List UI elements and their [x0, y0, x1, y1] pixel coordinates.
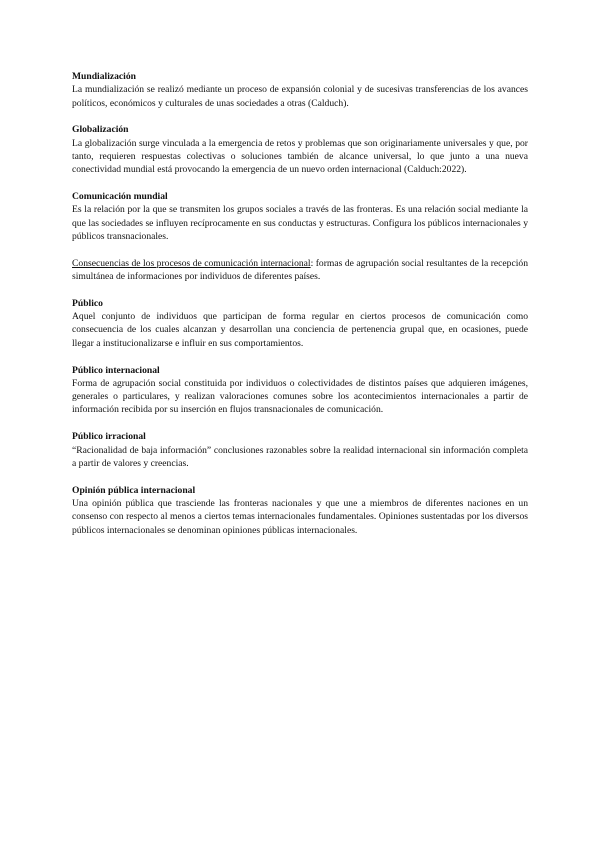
- section-publico: [72, 297, 528, 350]
- section-globalizacion: [72, 123, 528, 176]
- inline-term-heading: Consecuencias de los procesos de comunicación internacional: [72, 257, 311, 269]
- term-definition: Forma de agrupación social constituida por individuos o colectividades de distintos países que adquieren imágenes, generales o particulares, y realizan valoraciones comunes sobre los acontecimientos internacionales a partir de información recibida por su inserción en flujos transnacionales de comunicación.: [72, 377, 528, 416]
- term-definition: “Racionalidad de baja información” conclusiones razonables sobre la realidad internacional sin información completa a partir de valores y creencias.: [72, 444, 528, 469]
- section-opinion-publica-internacional: [72, 484, 528, 537]
- inline-term-definition: : formas de agrupación social resultantes de la recepción simultánea de informaciones por individuos de diferentes países.: [72, 257, 528, 283]
- term-heading: Público: [72, 297, 103, 309]
- term-heading: Mundialización: [72, 71, 136, 82]
- term-heading: Público internacional: [72, 364, 160, 376]
- term-definition: La globalización surge vinculada a la emergencia de retos y problemas que son originariamente universales y que, por tanto, requieren respuestas colectivas o soluciones también de alcance universal, lo que junto a una nueva conectividad mundial está provocando la emergencia de un nuevo orden internacional (Calduch:2022).: [72, 137, 528, 176]
- section-publico-irracional: [72, 430, 528, 470]
- document-page: [72, 70, 528, 550]
- section-consecuencias: [72, 257, 528, 284]
- term-heading: Comunicación mundial: [72, 191, 168, 203]
- inline-definition: [72, 257, 528, 284]
- section-mundializacion: [72, 70, 528, 110]
- section-publico-internacional: [72, 364, 528, 417]
- term-heading: Público irracional: [72, 431, 146, 443]
- term-heading: Globalización: [72, 124, 129, 136]
- term-definition: Una opinión pública que trasciende las fronteras nacionales y que une a miembros de diferentes naciones en un consenso con respecto al menos a ciertos temas internacionales fundamentales. Opiniones sustentadas por los diversos públicos internacionales se denominan opiniones públicas internacionales.: [72, 497, 528, 536]
- term-heading: Opinión pública internacional: [72, 484, 196, 496]
- term-definition: Es la relación por la que se transmiten los grupos sociales a través de las fronteras. Es una relación social mediante la que las sociedades se influyen recíprocamente en sus conductas y estructuras. Configura los públicos internacionales y públicos transnacionales.: [72, 204, 528, 242]
- term-definition: Aquel conjunto de individuos que participan de forma regular en ciertos procesos de comunicación como consecuencia de los cuales alcanzan y desarrollan una conciencia de pertenencia grupal que, en ocasiones, puede llegar a institucionalizarse e influir en sus comportamientos.: [72, 311, 528, 349]
- section-comunicacion-mundial: [72, 190, 528, 243]
- term-definition: La mundialización se realizó mediante un proceso de expansión colonial y de sucesivas transferencias de los avances políticos, económicos y culturales de unas sociedades a otras (Calduch).: [72, 84, 528, 109]
